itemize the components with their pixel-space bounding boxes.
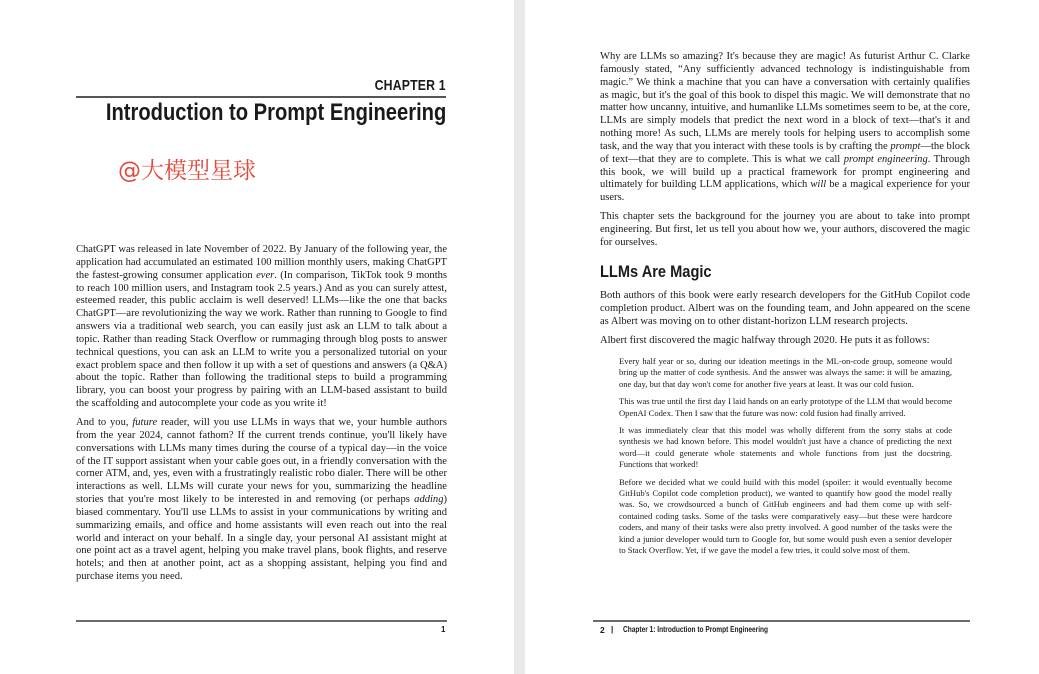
text-run: This was true until the first day I laid hands on an early prototype of the LLM that would become OpenAI Codex. Then I saw that the future was now: cold fusion had finally arrived.: [619, 396, 953, 418]
text-run: ChatGPT was released in late November of 2022. By January of the following year, the application had accumulated an estimated 100 million monthly users, making ChatGPT the fastest-growing consumer application: [76, 244, 447, 281]
footer-rule: [593, 620, 970, 622]
quote-paragraph: [619, 425, 952, 471]
text-run: Both authors of this book were early research developers for the GitHub Copilot code completion product. Albert was on the founding team, and John appeared on the scene as Albert was moving on to other distant-horizon LLM research projects.: [600, 290, 970, 327]
italic-run: prompt: [890, 140, 921, 152]
block-quote: [619, 356, 952, 563]
text-run: —the block of text—that they are to complete. This is what we call: [600, 140, 970, 165]
section-heading: LLMs Are Magic: [600, 262, 712, 281]
text-run: ) biased commentary. You'll use LLMs to assist in your communications by writing and summarizing emails, and office and home assistants will even reach out into the real world and interact on your behalf. In a single day, your personal AI assistant might at one point act as a travel agent, helping you make travel plans, book flights, and reserve hotels; and then at another point, act as a shopping assistant, helping you find and purchase items you need.: [76, 494, 447, 583]
text-run: And to you,: [76, 416, 133, 428]
folio-separator: |: [611, 625, 614, 634]
left-page: [0, 0, 514, 674]
text-run: reader, will you use LLMs in ways that we, your humble authors from the year 2024, cannot fathom? If the current trends continue, you'll likely have conversations with LLMs many times during the course of a typical day—in the voice of the IT support assistant when your cable goes out, in a friendly conversation with the corner ATM, and, yes, even with a frustratingly realistic robo dialer. There will be other interactions as well. LLMs will curate your news for you, summarizing the headline stories that you're most likely to be interested in and removing (or perhaps: [76, 416, 447, 506]
paragraph: [600, 211, 970, 250]
quote-paragraph: [619, 356, 952, 390]
page-number: 1: [441, 625, 446, 634]
left-body-text: [76, 244, 447, 590]
text-run: Every half year or so, during our ideation meetings in the ML-on-code group, someone would bring up the matter of code synthesis. And the answer was always the same: it will be amazing, one day, but that day won't come for another five years at least. It was our cold fusion.: [619, 356, 952, 389]
footer-rule: [76, 620, 447, 622]
paragraph: [600, 51, 970, 205]
right-page: [525, 0, 1039, 674]
text-run: Albert first discovered the magic halfway through 2020. He puts it as follows:: [600, 334, 930, 346]
text-run: be a magical experience for your users.: [600, 179, 970, 204]
quote-paragraph: [619, 477, 952, 557]
text-run: Before we decided what we could build with this model (spoiler: it would eventually become GitHub's Copilot code completion product), we wanted to quantify how good the model really was. So, we crowdsourced a bunch of GitHub engineers and had them come up with self-contained coding tasks. Some of the tasks were comparatively easy—but these were hardcore coders, and many of their tasks were also pretty involved. A good number of the tasks were the kind a junior developer would turn to Google for, but some would push even a senior developer to Stack Overflow. Yet, if we gave the model a few tries, it could solve most of them.: [619, 476, 952, 556]
folio-number: 2: [600, 625, 605, 635]
text-run: . Through this book, we will build up a practical framework for prompt engineering and ultimately for building LLM applications, which: [600, 153, 970, 191]
paragraph: [76, 417, 447, 584]
italic-run: prompt engineering: [843, 153, 928, 165]
text-run: It was immediately clear that this model was wholly different from the sorry stabs at code synthesis we had known before. This model wouldn't just have a chance of predicting the next word—it could generate whole statements and whole functions from just the docstring. Functions that worked!: [619, 425, 952, 470]
chapter-rule: [76, 96, 446, 98]
watermark: @大模型星球: [118, 158, 256, 184]
text-run: This chapter sets the background for the journey you are about to take into prompt engineering. But first, let us tell you about how we, your authors, discovered the magic for ourselves.: [600, 211, 970, 248]
italic-run: future: [132, 416, 158, 428]
chapter-title: Introduction to Prompt Engineering: [105, 99, 446, 126]
paragraph: [600, 335, 970, 348]
chapter-label: CHAPTER 1: [374, 77, 446, 94]
paragraph: [76, 244, 447, 411]
text-run: . (In comparison, TikTok took 9 months to reach 100 million users, and Instagram took 2.5 years.) And as you can surely attest, esteemed reader, this public acclaim is well deserved! LLMs—like the one that backs ChatGPT—are revolutionizing the way we work. Rather than running to Google to find answers via a traditional web search, you can easily just ask an LLM to talk about a topic. Rather than reading Stack Overflow or rummaging through blog posts to answer technical questions, you can ask an LLM to write you a personalized tutorial on your exact problem space and then follow it up with a set of questions and answers (a Q&A) about the topic. Rather than following the traditional steps to build a programming library, you can boost your progress by pairing with an LLM-based assistant to build the scaffolding and autocomplete your code as you write it!: [76, 269, 447, 410]
right-section-text: [600, 290, 970, 353]
italic-run: adding: [414, 494, 444, 506]
text-run: Why are LLMs so amazing? It's because they are magic! As futurist Arthur C. Clarke famously stated, “Any sufficiently advanced technology is indistinguishable from magic.” We think a machine that you can have a conversation with certainly qualifies as magic, but it's the goal of this book to dispel this magic. We will demonstrate that no matter how uncanny, intuitive, and humanlike LLMs sometimes seem to be, at the core, LLMs are simply models that predict the next word in a block of text—that's it and nothing more! As such, LLMs are merely tools for helping users to accomplish some task, and the way that you interact with these tools is by crafting the: [600, 51, 970, 152]
right-intro-text: [600, 51, 970, 256]
folio-chapter: Chapter 1: Introduction to Prompt Engineering: [623, 625, 769, 634]
paragraph: [600, 290, 970, 329]
quote-paragraph: [619, 396, 952, 419]
italic-run: will: [810, 179, 827, 191]
italic-run: ever: [256, 269, 275, 281]
